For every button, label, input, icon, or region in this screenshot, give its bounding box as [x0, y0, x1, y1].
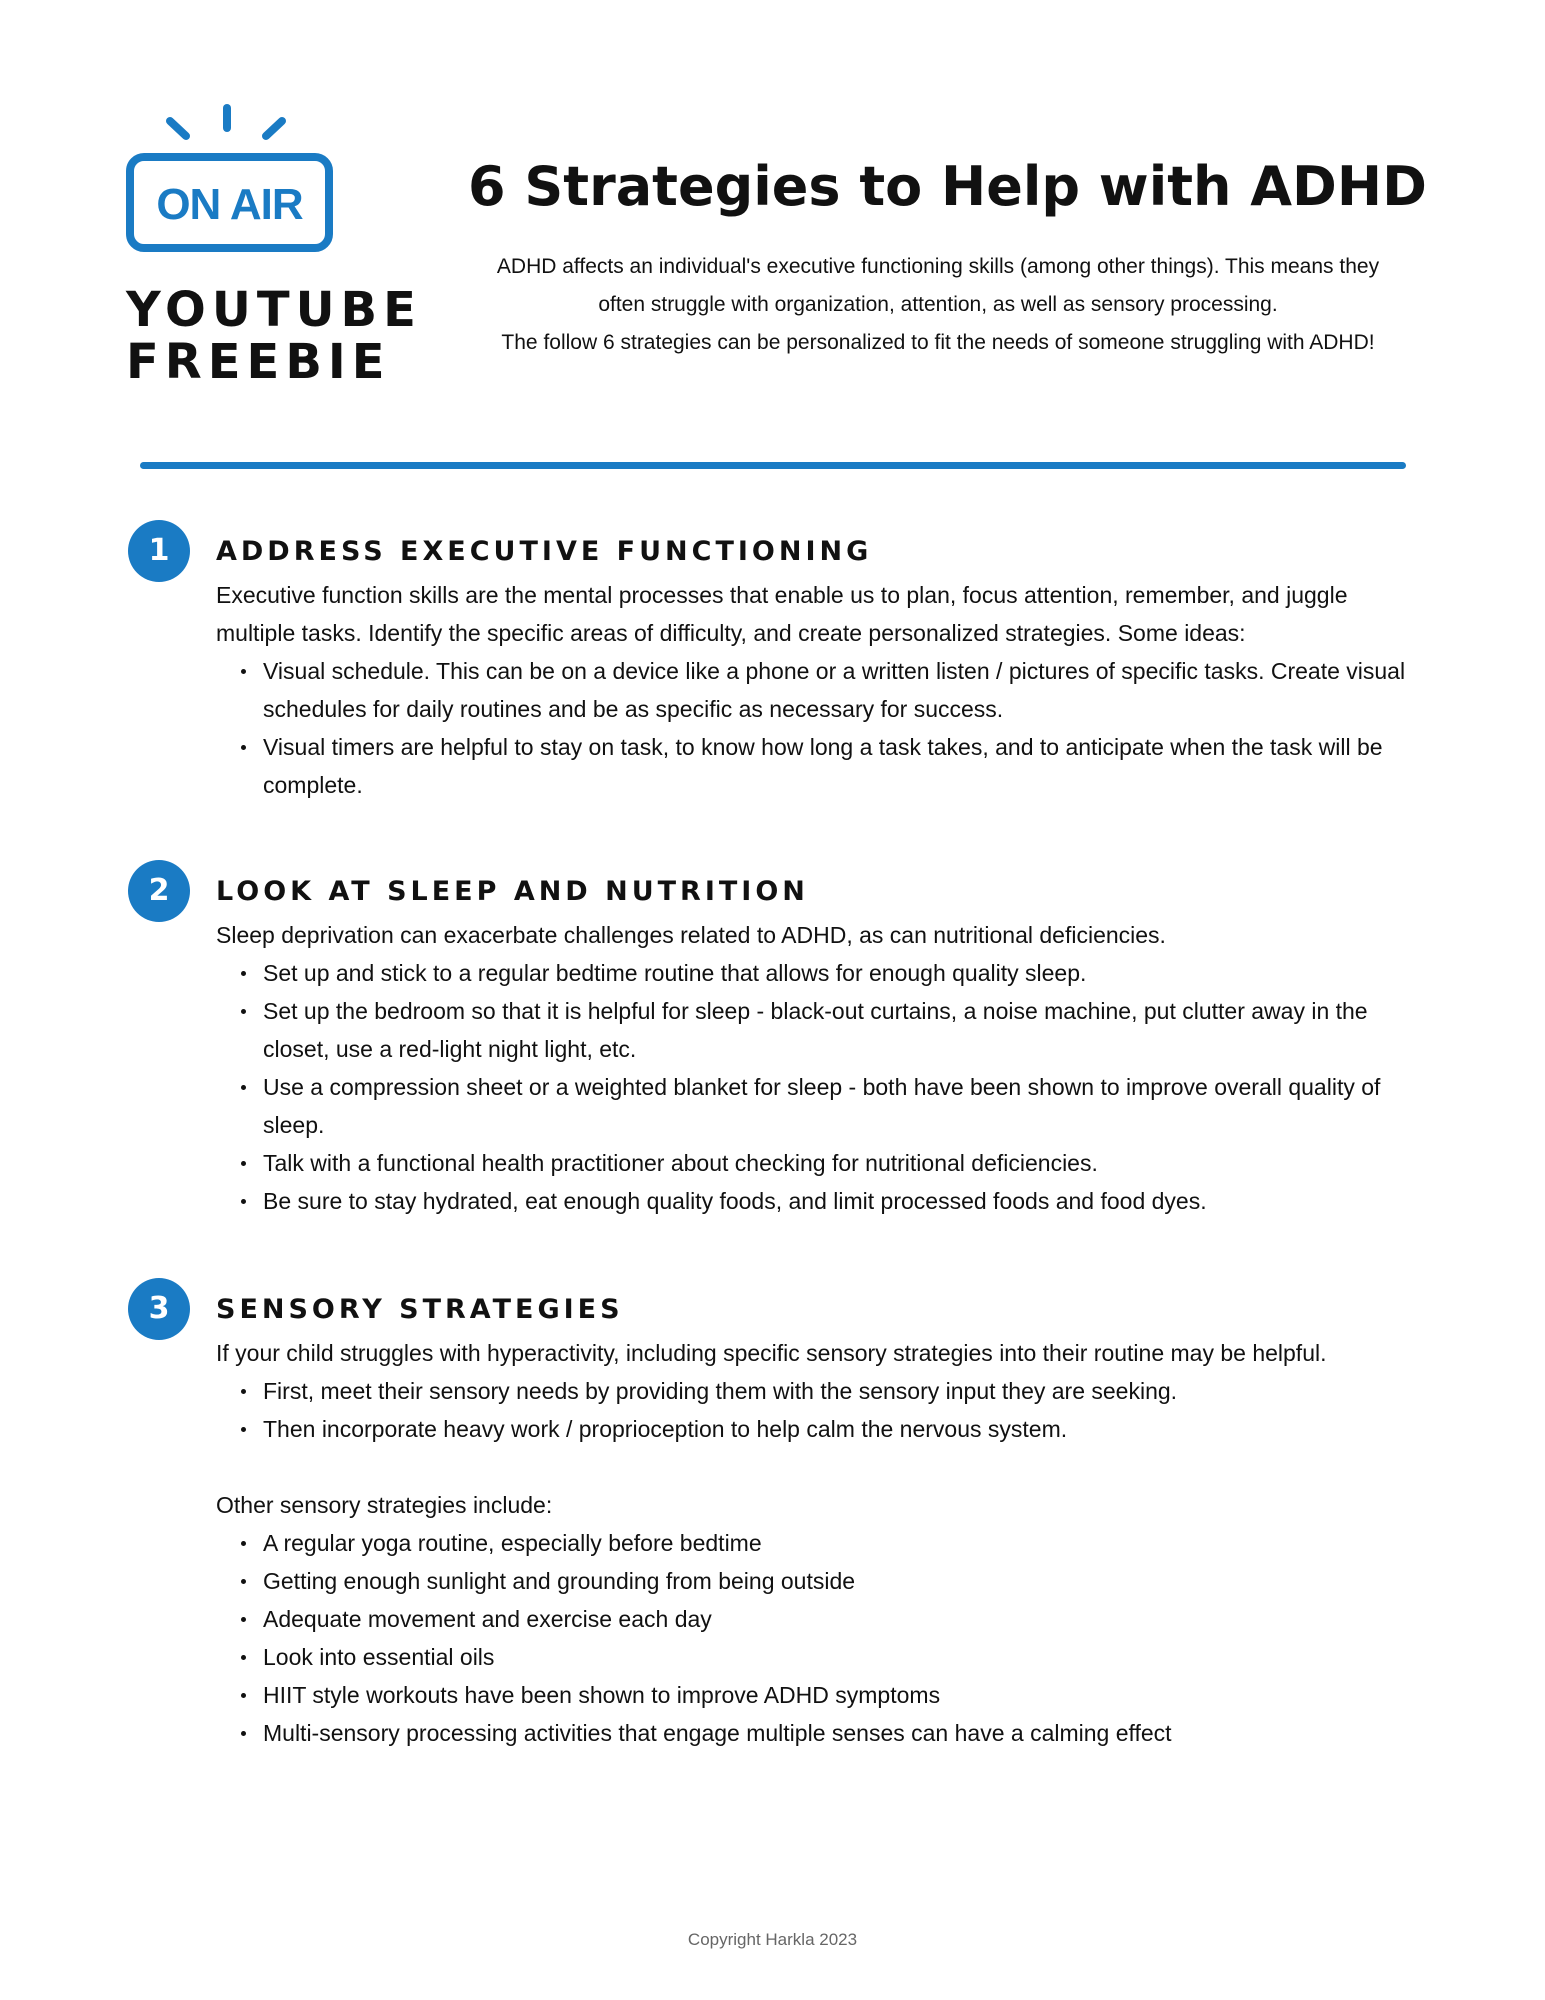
- copyright-footer: Copyright Harkla 2023: [687, 1930, 858, 1949]
- section-body: [216, 916, 1416, 1220]
- brand-label: [126, 284, 422, 388]
- intro-paragraph: [468, 248, 1408, 362]
- section-heading: SENSORY STRATEGIES: [216, 1294, 624, 1325]
- list-item: First, meet their sensory needs by providing them with the sensory input they are seeking.: [263, 1372, 1416, 1410]
- intro-line-3: The follow 6 strategies can be personalized to fit the needs of someone struggling with ADHD!: [501, 331, 1375, 354]
- intro-line-1: ADHD affects an individual's executive functioning skills (among other things). This means they: [496, 255, 1380, 278]
- other-strategies-intro: Other sensory strategies include:: [216, 1492, 553, 1518]
- section-heading: ADDRESS EXECUTIVE FUNCTIONING: [216, 536, 873, 567]
- bullet-list: [216, 1372, 1416, 1448]
- brand-line-2: FREEBIE: [126, 334, 391, 390]
- intro-line-2: often struggle with organization, attention, as well as sensory processing.: [598, 293, 1278, 316]
- section-number-badge: 1: [128, 520, 190, 582]
- list-item: Talk with a functional health practitioner about checking for nutritional deficiencies.: [263, 1144, 1416, 1182]
- list-item: Visual schedule. This can be on a device like a phone or a written listen / pictures of specific tasks. Create visual schedules for daily routines and be as specific as necessary for success.: [263, 652, 1416, 728]
- list-item: Set up and stick to a regular bedtime routine that allows for enough quality sleep.: [263, 954, 1416, 992]
- list-item: Multi-sensory processing activities that engage multiple senses can have a calming effect: [263, 1714, 1416, 1752]
- brand-line-1: YOUTUBE: [126, 282, 422, 338]
- list-item: Getting enough sunlight and grounding from being outside: [263, 1562, 1416, 1600]
- section-body: [216, 1334, 1416, 1752]
- spacer: [216, 1448, 1416, 1486]
- list-item: Visual timers are helpful to stay on task, to know how long a task takes, and to anticipate when the task will be complete.: [263, 728, 1416, 804]
- section-body: [216, 576, 1416, 804]
- on-air-text: ON AIR: [156, 180, 303, 229]
- list-item: Adequate movement and exercise each day: [263, 1600, 1416, 1638]
- section-intro: If your child struggles with hyperactivity, including specific sensory strategies into their routine may be helpful.: [216, 1340, 1327, 1366]
- list-item: Look into essential oils: [263, 1638, 1416, 1676]
- bullet-list: [216, 652, 1416, 804]
- section-intro: Executive function skills are the mental processes that enable us to plan, focus attention, remember, and juggle multiple tasks. Identify the specific areas of difficulty, and create personalized strategies. Some ideas:: [216, 582, 1348, 646]
- list-item: HIIT style workouts have been shown to improve ADHD symptoms: [263, 1676, 1416, 1714]
- section-number-badge: 2: [128, 860, 190, 922]
- other-bullet-list: [216, 1524, 1416, 1752]
- section-heading: LOOK AT SLEEP AND NUTRITION: [216, 876, 809, 907]
- list-item: Then incorporate heavy work / proprioception to help calm the nervous system.: [263, 1410, 1416, 1448]
- list-item: Use a compression sheet or a weighted blanket for sleep - both have been shown to improve overall quality of sleep.: [263, 1068, 1416, 1144]
- list-item: Be sure to stay hydrated, eat enough quality foods, and limit processed foods and food dyes.: [263, 1182, 1416, 1220]
- list-item: A regular yoga routine, especially before bedtime: [263, 1524, 1416, 1562]
- on-air-sign-icon: [126, 98, 346, 258]
- section-intro: Sleep deprivation can exacerbate challenges related to ADHD, as can nutritional deficiencies.: [216, 922, 1166, 948]
- section-number-badge: 3: [128, 1278, 190, 1340]
- page-title: 6 Strategies to Help with ADHD: [468, 155, 1427, 218]
- list-item: Set up the bedroom so that it is helpful for sleep - black-out curtains, a noise machine, put clutter away in the closet, use a red-light night light, etc.: [263, 992, 1416, 1068]
- bullet-list: [216, 954, 1416, 1220]
- divider: [140, 462, 1406, 469]
